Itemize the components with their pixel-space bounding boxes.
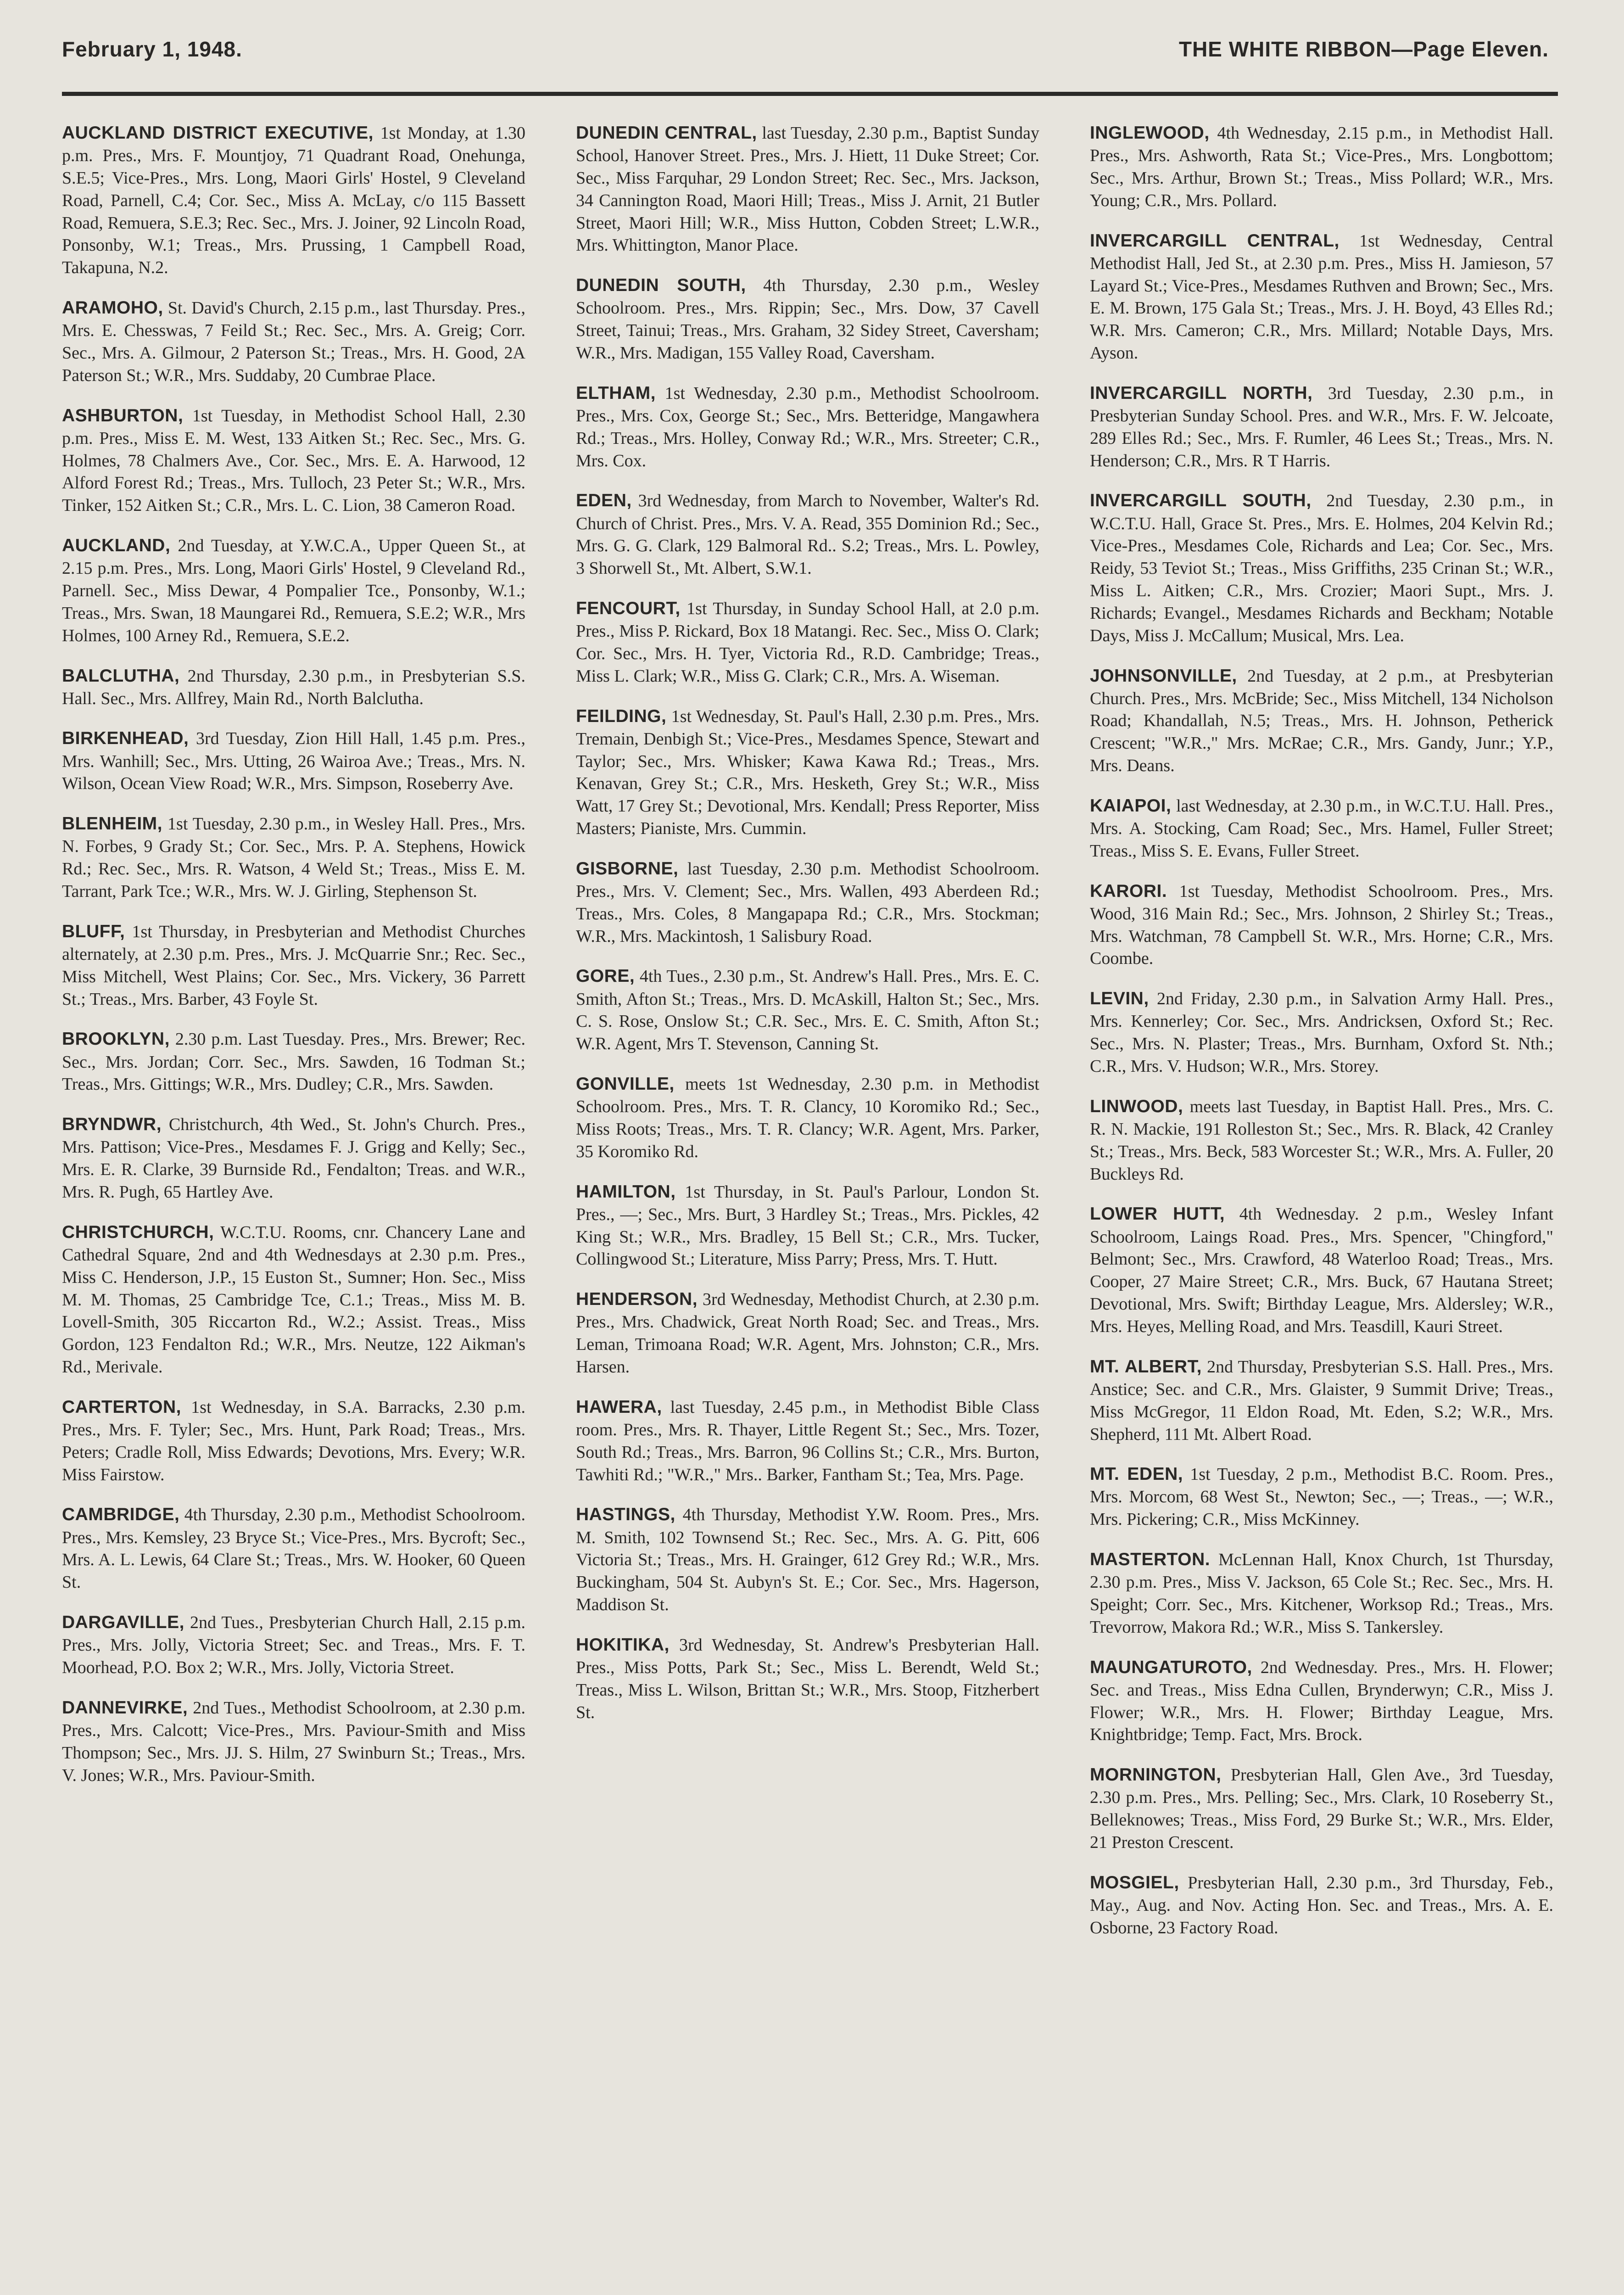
branch-name: MASTERTON. [1090,1550,1211,1570]
branch-details: 3rd Wednesday, Methodist Church, at 2.30 p.m. Pres., Mrs. Chadwick, Great North Road; Sec. and Treas., Mrs. Leman, Trimoana Road; W.R. Agent, Mrs. Johnston; C.R., Mrs. Harsen. [576,1290,1039,1377]
branch-entry [62,1696,525,1787]
branch-entry [62,297,525,387]
branch-entry [1090,1656,1553,1746]
branch-entry [62,1503,525,1594]
issue-date: February 1, 1948. [62,37,242,61]
branch-details: last Tuesday, 2.30 p.m., Baptist Sunday School, Hanover Street. Pres., Mrs. J. Hiett, 11 Duke Street; Cor. Sec., Miss Farquhar, 29 London Street; Rec. Sec., Mrs. Jackson, 34 Cannington Road, Maori Hill; Treas., Miss J. Arnit, 21 Butler Street, Maori Hill; W.R., Miss Hutton, Cobden Street; L.W.R., Mrs. Whittington, Manor Place. [576,123,1039,255]
branch-details: Christchurch, 4th Wed., St. John's Church. Pres., Mrs. Pattison; Vice-Pres., Mesdames F. J. Grigg and Kelly; Sec., Mrs. E. R. Clarke, 39 Burnside Rd., Fendalton; Treas. and W.R., Mrs. R. Pugh, 65 Hartley Ave. [62,1115,525,1202]
branch-details: 2nd Tuesday, at Y.W.C.A., Upper Queen St., at 2.15 p.m. Pres., Mrs. Long, Maori Girls' Hostel, 9 Cleveland Rd., Parnell. Sec., Miss Dewar, 4 Pompalier Tce., Ponsonby, W.1.; Treas., Mrs. Swan, 18 Maungarei Rd., Remuera, S.E.2; W.R., Mrs Holmes, 100 Arney Rd., Remuera, S.E.2. [62,536,525,645]
branch-details: 1st Wednesday, Central Methodist Hall, Jed St., at 2.30 p.m. Pres., Miss H. Jamieson, 57 Layard St.; Vice-Pres., Mesdames Ruthven and Brown; Sec., Mrs. E. M. Brown, 175 Gala St.; Treas., Mrs. J. H. Boyd, 43 Elles Rd.; W.R. Mrs. Cameron; C.R., Mrs. Millard; Notable Days, Mrs. Ayson. [1090,231,1553,363]
branch-name: EDEN, [576,491,632,511]
branch-entry [1090,382,1553,472]
branch-details: 3rd Tuesday, Zion Hill Hall, 1.45 p.m. Pres., Mrs. Wanhill; Sec., Mrs. Utting, 26 Wairoa Ave.; Treas., Mrs. N. Wilson, Ocean View Road; W.R., Mrs. Simpson, Roseberry Ave. [62,729,525,794]
branch-details: 1st Monday, at 1.30 p.m. Pres., Mrs. F. Mountjoy, 71 Quadrant Road, Onehunga, S.E.5; Vice-Pres., Mrs. Long, Maori Girls' Hostel, 9 Cleveland Road, Parnell, C.4; Cor. Sec., Miss A. McLay, c/o 115 Bassett Road, Remuera, S.E.3; Rec. Sec., Mrs. J. Joiner, 92 Lincoln Road, Ponsonby, W.1; Treas., Mrs. Prussing, 1 Campbell Road, Takapuna, N.2. [62,123,525,278]
branch-entry [1090,1763,1553,1854]
branch-name: BLENHEIM, [62,814,162,834]
branch-name: DUNEDIN CENTRAL, [576,123,757,143]
branch-details: 4th Wednesday. 2 p.m., Wesley Infant Schoolroom, Laings Road. Pres., Mrs. Spencer, "Chingford," Belmont; Sec., Mrs. Crawford, 48 Waterloo Road; Treas., Mrs. Cooper, 27 Maire Street; C.R., Mrs. Buck, 67 Hautana Street; Devotional, Mrs. Swift; Birthday League, Mrs. Aldersley; W.R., Mrs. Heyes, Melling Road, and Mrs. Teasdill, Kauri Street. [1090,1204,1554,1336]
branch-entry [62,920,525,1011]
publication-title: THE WHITE RIBBON—Page Eleven. [1178,37,1549,61]
branch-name: HOKITIKA, [576,1634,670,1655]
branch-details: W.C.T.U. Rooms, cnr. Chancery Lane and Cathedral Square, 2nd and 4th Wednesdays at 2.30 p.m. Pres., Miss C. Henderson, J.P., 15 Euston St., Sumner; Hon. Sec., Miss M. M. Thomas, 25 Cambridge Tce, C.1.; Treas., Miss M. B. Lovell-Smith, 305 Riccarton Rd., W.2.; Assist. Treas., Miss Gordon, 123 Fendalton Rd.; W.R., Mrs. Neutze, 122 Aikman's Rd., Merivale. [62,1222,525,1377]
branch-name: GORE, [576,966,635,986]
branch-entry [576,1634,1039,1724]
branch-details: 4th Thursday, 2.30 p.m., Methodist Schoolroom. Pres., Mrs. Kemsley, 23 Bryce St.; Vice-Pres., Mrs. Bycroft; Sec., Mrs. A. L. Lewis, 64 Clare St.; Treas., Mrs. W. Hooker, 60 Queen St. [62,1505,525,1592]
branch-entry [1090,1095,1553,1186]
branch-name: HENDERSON, [576,1289,698,1310]
branch-entry [1090,1871,1553,1939]
branch-entry [576,274,1039,364]
branch-entry [62,665,525,710]
branch-entry [1090,1355,1553,1446]
branch-entry [576,1288,1039,1378]
branch-name: FEILDING, [576,706,667,726]
branch-details: St. David's Church, 2.15 p.m., last Thursday. Pres., Mrs. E. Chesswas, 7 Feild St.; Rec. Sec., Mrs. A. Greig; Corr. Sec., Mrs. A. Gilmour, 2 Paterson St.; Treas., Mrs. H. Good, 2A Paterson St.; W.R., Mrs. Suddaby, 20 Cumbrae Place. [62,298,525,385]
branch-entry [1090,1203,1553,1338]
column-1 [62,122,525,1804]
branch-details: 3rd Tuesday, 2.30 p.m., in Presbyterian Sunday School. Pres. and W.R., Mrs. F. W. Jelcoate, 289 Elles Rd.; Sec., Mrs. F. Rumler, 46 Lees St.; Treas., Mrs. N. Henderson; C.R., Mrs. R T Harris. [1090,383,1553,470]
branch-name: DANNEVIRKE, [62,1697,188,1718]
branch-details: 1st Tuesday, 2.30 p.m., in Wesley Hall. Pres., Mrs. N. Forbes, 9 Grady St.; Cor. Sec., Mrs. P. A. Stephens, Howick Rd.; Rec. Sec., Mrs. R. Watson, 4 Weld St.; Treas., Miss E. M. Tarrant, Park Tce.; W.R., Mrs. W. J. Girling, Stephenson St. [62,814,525,901]
branch-name: HASTINGS, [576,1505,675,1525]
branch-details: 2.30 p.m. Last Tuesday. Pres., Mrs. Brewer; Rec. Sec., Mrs. Jordan; Corr. Sec., Mrs. Sawden, 16 Todman St.; Treas., Mrs. Gittings; W.R., Mrs. Dudley; C.R., Mrs. Sawden. [62,1030,525,1094]
branch-entry [576,489,1039,580]
branch-name: INGLEWOOD, [1090,123,1210,143]
branch-name: KAIAPOI, [1090,795,1172,816]
branch-name: MT. EDEN, [1090,1464,1183,1484]
branch-name: MOSGIEL, [1090,1872,1179,1892]
branch-details: last Wednesday, at 2.30 p.m., in W.C.T.U. Hall. Pres., Mrs. A. Stocking, Cam Road; Sec., Mrs. Hamel, Fuller Street; Treas., Miss S. E. Evans, Fuller Street. [1090,796,1553,861]
branch-entry [62,1113,525,1203]
branch-entry [1090,795,1553,862]
branch-name: BIRKENHEAD, [62,728,189,749]
branch-name: JOHNSONVILLE, [1090,666,1237,686]
branch-name: MT. ALBERT, [1090,1356,1202,1377]
branch-details: Presbyterian Hall, Glen Ave., 3rd Tuesday, 2.30 p.m. Pres., Mrs. Pelling; Sec., Mrs. Clark, 10 Roseberry St., Belleknowes; Treas., Miss Ford, 29 Burke St.; W.R., Mrs. Elder, 21 Preston Crescent. [1090,1765,1553,1853]
branch-entry [576,1073,1039,1163]
column-2 [576,122,1039,1741]
branch-entry [1090,1548,1553,1639]
branch-entry [1090,122,1553,212]
branch-entry [576,1396,1039,1486]
branch-entry [62,1221,525,1378]
branch-details: 2nd Thursday, Presbyterian S.S. Hall. Pres., Mrs. Anstice; Sec. and C.R., Mrs. Glaister, 9 Summit Drive; Treas., Miss McGregor, 11 Eldon Road, Mt. Eden, S.2; W.R., Mrs. Shepherd, 111 Mt. Albert Road. [1090,1357,1553,1444]
branch-name: LEVIN, [1090,989,1149,1009]
branch-details: 4th Thursday, Methodist Y.W. Room. Pres., Mrs. M. Smith, 102 Townsend St.; Rec. Sec., Mrs. A. G. Pitt, 606 Victoria St.; Treas., Mrs. H. Grainger, 612 Grey Rd.; W.R., Mrs. Buckingham, 504 St. Aubyn's St. E.; Cor. Sec., Mrs. Hagerson, Maddison St. [576,1505,1039,1615]
branch-details: Presbyterian Hall, 2.30 p.m., 3rd Thursday, Feb., May., Aug. and Nov. Acting Hon. Sec. and Treas., Mrs. A. E. Osborne, 23 Factory Road. [1090,1873,1553,1937]
branch-name: BLUFF, [62,921,125,941]
branch-name: HAWERA, [576,1397,662,1417]
branch-entry [62,1611,525,1679]
branch-details: 1st Thursday, in St. Paul's Parlour, London St. Pres., —; Sec., Mrs. Burt, 3 Hardley St.; Treas., Mrs. Pickles, 42 King St.; W.R., Mrs. Bradley, 15 Bell St.; C.R., Mrs. Tucker, Collingwood St.; Literature, Miss Parry; Press, Mrs. T. Hutt. [576,1182,1039,1269]
branch-details: 1st Wednesday, in S.A. Barracks, 2.30 p.m. Pres., Mrs. F. Tyler; Sec., Mrs. Hunt, Park Road; Treas., Mrs. Peters; Cradle Roll, Miss Edwards; Devotions, Mrs. Every; W.R. Miss Fairstow. [62,1397,525,1484]
branch-entry [1090,230,1553,364]
branch-name: INVERCARGILL NORTH, [1090,383,1313,403]
branch-name: CARTERTON, [62,1397,181,1417]
branch-name: GISBORNE, [576,858,679,879]
branch-details: 2nd Tues., Methodist Schoolroom, at 2.30 p.m. Pres., Mrs. Calcott; Vice-Pres., Mrs. Paviour-Smith and Miss Thompson; Sec., Mrs. JJ. S. Hilm, 27 Swinburn St.; Treas., Mrs. V. Jones; W.R., Mrs. Paviour-Smith. [62,1698,525,1785]
branch-details: meets 1st Wednesday, 2.30 p.m. in Methodist Schoolroom. Pres., Mrs. T. R. Clancy, 10 Koromiko Rd.; Sec., Miss Roots; Treas., Mrs. T. R. Clancy; W.R. Agent, Mrs. Parker, 35 Koromiko Rd. [576,1075,1039,1161]
branch-name: DUNEDIN SOUTH, [576,275,746,296]
branch-details: 1st Wednesday, St. Paul's Hall, 2.30 p.m. Pres., Mrs. Tremain, Denbigh St.; Vice-Pres., Mesdames Spence, Stewart and Taylor; Sec., Mrs. Whisker; Kawa Kawa Rd.; Treas., Mrs. Kenavan, Grey St.; C.R., Mrs. Hesketh, Grey St.; W.R., Miss Watt, 17 Grey St.; Devotional, Mrs. Kendall; Press Reporter, Miss Masters; Pianiste, Mrs. Cummin. [576,706,1039,839]
branch-details: 3rd Wednesday, from March to November, Walter's Rd. Church of Christ. Pres., Mrs. V. A. Read, 355 Dominion Rd.; Sec., Mrs. G. G. Clark, 129 Balmoral Rd.. S.2; Treas., Mrs. L. Powley, 3 Shorwell St., Mt. Albert, S.W.1. [576,491,1039,578]
branch-entry [576,965,1039,1055]
branch-details: 4th Tues., 2.30 p.m., St. Andrew's Hall. Pres., Mrs. E. C. Smith, Afton St.; Treas., Mrs. D. McAskill, Halton St.; Sec., Mrs. C. S. Rose, Onslow St.; C.R. Sec., Mrs. E. C. Smith, Afton St.; W.R. Agent, Mrs T. Stevenson, Canning St. [576,967,1039,1054]
branch-details: meets last Tuesday, in Baptist Hall. Pres., Mrs. C. R. N. Mackie, 191 Rolleston St.; Sec., Mrs. R. Black, 42 Cranley St.; Treas., Mrs. Beck, 583 Worcester St.; W.R., Mrs. A. Fuller, 20 Buckleys Rd. [1090,1097,1553,1184]
column-3 [1090,122,1553,1957]
branch-details: 2nd Thursday, 2.30 p.m., in Presbyterian S.S. Hall. Sec., Mrs. Allfrey, Main Rd., North Balclutha. [62,666,525,708]
branch-details: 4th Thursday, 2.30 p.m., Wesley Schoolroom. Pres., Mrs. Rippin; Sec., Mrs. Dow, 37 Cavell Street, Tainui; Treas., Mrs. Graham, 32 Sidey Street, Caversham; W.R., Mrs. Madigan, 155 Valley Road, Caversham. [576,276,1040,363]
branch-entry [1090,987,1553,1078]
page-header [62,32,1549,73]
branch-details: 1st Thursday, in Presbyterian and Methodist Churches alternately, at 2.30 p.m. Pres., Mrs. J. McQuarrie Snr.; Rec. Sec., Miss Mitchell, West Plains; Cor. Sec., Mrs. Vickery, 36 Parrett St.; Treas., Mrs. Barber, 43 Foyle St. [62,922,525,1009]
header-rule [62,92,1558,96]
branch-name: CHRISTCHURCH, [62,1222,214,1242]
branch-name: BROOKLYN, [62,1029,170,1049]
branch-entry [62,122,525,279]
branch-entry [1090,880,1553,970]
branch-details: last Tuesday, 2.30 p.m. Methodist Schoolroom. Pres., Mrs. V. Clement; Sec., Mrs. Wallen, 493 Aberdeen Rd.; Treas., Mrs. Coles, 8 Mangapapa Rd.; C.R., Mrs. Stockman; W.R., Mrs. Mackintosh, 1 Salisbury Road. [576,859,1039,946]
branch-entry [576,1503,1039,1616]
branch-details: 1st Tuesday, in Methodist School Hall, 2.30 p.m. Pres., Miss E. M. West, 133 Aitken St.; Rec. Sec., Mrs. G. Holmes, 78 Chalmers Ave., Cor. Sec., Mrs. E. A. Harwood, 12 Alford Forest Rd.; Treas., Mrs. Tulloch, 23 Peter St.; W.R., Mrs. Tinker, 152 Aitken St.; C.R., Mrs. L. C. Lion, 38 Cameron Road. [62,406,525,515]
branch-entry [1090,665,1553,777]
branch-entry [62,727,525,795]
branch-entry [1090,1463,1553,1531]
branch-name: CAMBRIDGE, [62,1505,180,1525]
branch-entry [1090,489,1553,647]
branch-details: 2nd Tuesday, at 2 p.m., at Presbyterian Church. Pres., Mrs. McBride; Sec., Miss Mitchell, 134 Nicholson Road; Khandallah, N.5; Treas., Mrs. H. Johnson, Petherick Crescent; "W.R.," Mrs. McRae; C.R., Mrs. Gandy, Junr.; Y.P., Mrs. Deans. [1090,666,1553,776]
branch-name: INVERCARGILL SOUTH, [1090,491,1311,511]
branch-details: 2nd Friday, 2.30 p.m., in Salvation Army Hall. Pres., Mrs. Kennerley; Cor. Sec., Mrs. Andricksen, Oxford St.; Rec. Sec., Mrs. N. Plaster; Treas., Mrs. Burnham, Oxford St. Nth.; C.R., Mrs. V. Hudson; W.R., Mrs. Storey. [1090,989,1553,1076]
branch-entry [576,382,1039,472]
branch-details: 4th Wednesday, 2.15 p.m., in Methodist Hall. Pres., Mrs. Ashworth, Rata St.; Vice-Pres., Mrs. Longbottom; Sec., Mrs. Arthur, Brown St.; Treas., Miss Pollard; W.R., Mrs. Young; C.R., Mrs. Pollard. [1090,123,1553,210]
branch-entry [62,404,525,517]
branch-details: 1st Thursday, in Sunday School Hall, at 2.0 p.m. Pres., Miss P. Rickard, Box 18 Matangi. Rec. Sec., Miss O. Clark; Cor. Sec., Mrs. H. Tyer, Victoria Rd., R.D. Cambridge; Treas., Miss L. Clark; W.R., Miss G. Clark; C.R., Mrs. A. Wiseman. [576,599,1039,686]
branch-name: ASHBURTON, [62,405,184,425]
branch-name: LINWOOD, [1090,1096,1183,1116]
branch-entry [62,534,525,647]
branch-entry [62,1028,525,1096]
branch-entry [62,1396,525,1486]
branch-name: DARGAVILLE, [62,1612,184,1633]
branch-name: MORNINGTON, [1090,1765,1222,1785]
branch-name: INVERCARGILL CENTRAL, [1090,230,1339,251]
branch-name: LOWER HUTT, [1090,1204,1225,1224]
branch-name: FENCOURT, [576,599,681,619]
branch-entry [62,812,525,903]
branch-details: 2nd Tuesday, 2.30 p.m., in W.C.T.U. Hall, Grace St. Pres., Mrs. E. Holmes, 204 Kelvin Rd.; Vice-Pres., Mesdames Cole, Richards and Lea; Cor. Sec., Mrs. Reidy, 53 Teviot St.; Treas., Miss Griffiths, 235 Crinan St.; W.R., Miss L. Aitken; C.R., Mrs. Crozier; Maori Supt., Mrs. J. Richards; Evangel., Mesdames Richards and Beckham; Notable Days, Miss J. McCallum; Musical, Mrs. Lea. [1090,491,1554,645]
branch-name: GONVILLE, [576,1074,675,1094]
branch-details: 1st Wednesday, 2.30 p.m., Methodist Schoolroom. Pres., Mrs. Cox, George St.; Sec., Mrs. Betteridge, Mangawhera Rd.; Treas., Mrs. Holley, Conway Rd.; W.R., Mrs. Streeter; C.R., Mrs. Cox. [576,383,1039,470]
branch-details: 1st Tuesday, 2 p.m., Methodist B.C. Room. Pres., Mrs. Morcom, 68 West St., Newton; Sec., —; Treas., —; W.R., Mrs. Pickering; C.R., Miss McKinney. [1090,1465,1553,1529]
branch-details: 2nd Wednesday. Pres., Mrs. H. Flower; Sec. and Treas., Miss Edna Cullen, Brynderwyn; C.R., Miss J. Flower; W.R., Mrs. H. Flower; Birthday League, Mrs. Knightbridge; Temp. Fact, Mrs. Brock. [1090,1657,1553,1745]
branch-name: HAMILTON, [576,1181,676,1202]
branch-name: AUCKLAND DISTRICT EXECUTIVE, [62,123,374,143]
branch-name: AUCKLAND, [62,536,171,556]
branch-name: KARORI. [1090,881,1167,901]
branch-name: ARAMOHO, [62,298,163,318]
branch-details: 2nd Tues., Presbyterian Church Hall, 2.15 p.m. Pres., Mrs. Jolly, Victoria Street; Sec. and Treas., Mrs. F. T. Moorhead, P.O. Box 2; W.R., Mrs. Jolly, Victoria Street. [62,1613,525,1677]
branch-entry [576,1181,1039,1271]
branch-name: ELTHAM, [576,383,656,403]
branch-name: BRYNDWR, [62,1114,162,1135]
branch-entry [576,705,1039,840]
branch-details: 3rd Wednesday, St. Andrew's Presbyterian Hall. Pres., Miss Potts, Park St.; Sec., Miss L. Berendt, Weld St.; Treas., Miss L. Wilson, Brittan St.; W.R., Mrs. Stoop, Fitzherbert St. [576,1635,1039,1722]
branch-details: McLennan Hall, Knox Church, 1st Thursday, 2.30 p.m. Pres., Miss V. Jackson, 65 Cole St.; Rec. Sec., Mrs. H. Speight; Corr. Sec., Mrs. Kitchener, Worksop Rd.; Treas., Mrs. Trevorrow, Makora Rd.; W.R., Miss S. Tankersley. [1090,1550,1553,1637]
branch-details: 1st Tuesday, Methodist Schoolroom. Pres., Mrs. Wood, 316 Main Rd.; Sec., Mrs. Johnson, 2 Shirley St.; Treas., Mrs. Watchman, 78 Campbell St. W.R., Mrs. Horne; C.R., Mrs. Coombe. [1090,881,1553,968]
branch-entry [576,597,1039,688]
branch-name: BALCLUTHA, [62,666,180,686]
branch-entry [576,857,1039,948]
branch-entry [576,122,1039,257]
branch-details: last Tuesday, 2.45 p.m., in Methodist Bible Class room. Pres., Mrs. R. Thayer, Little Regent St.; Sec., Mrs. Tozer, South Rd.; Treas., Mrs. Barron, 96 Collins St.; C.R., Mrs. Burton, Tawhiti Rd.; "W.R.," Mrs.. Barker, Fantham St.; Tea, Mrs. Page. [576,1397,1039,1484]
branch-name: MAUNGATUROTO, [1090,1657,1252,1677]
